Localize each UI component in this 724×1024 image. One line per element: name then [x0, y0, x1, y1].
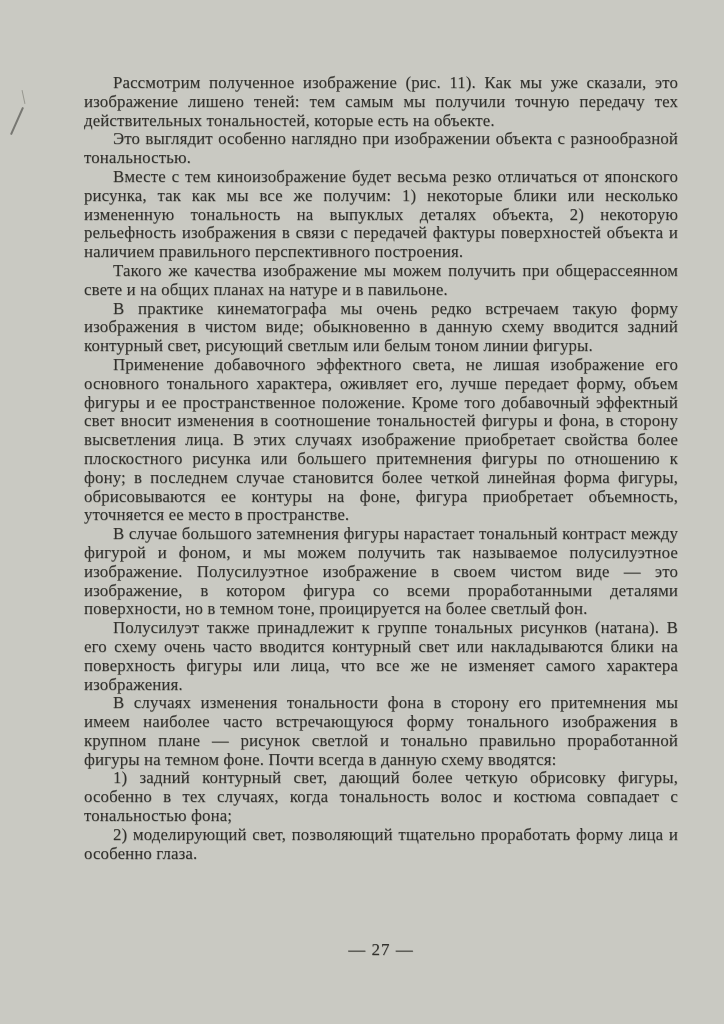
paragraph: Применение добавочного эффектного света, не лишая изображение его основного тонального характера, оживляет его, лучше передает форму, объем фигуры и ее пространственное положение. Кроме того добавочный эффектный свет вносит изменения в соотношение тональностей фигуры и фона, в сторону высветления лица. В этих случаях изображение приобретает свойства более плоскостного рисунка или большего притемнения фигуры по отношению к фону; в последнем случае становится более четкой линейная форма фигуры, обрисовываются ее контуры на фоне, фигура приобретает объемность, уточняется ее место в пространстве. — [84, 354, 678, 525]
paragraph: Такого же качества изображение мы можем получить при общерассеянном свете и на общих планах на натуре и в павильоне. — [84, 260, 678, 299]
paragraph: Это выглядит особенно наглядно при изображении объекта с разнообразной тональностью. — [84, 129, 678, 168]
paragraph: В случаях изменения тональности фона в сторону его притемнения мы имеем наиболее часто встречающуюся форму тонального изображения в крупном плане — рисунок светлой и тонально правильно проработанной фигуры на темном фоне. Почти всегда в данную схему вводятся: — [84, 693, 678, 769]
page-text-block — [84, 74, 678, 863]
paragraph: Вместе с тем киноизображение будет весьма резко отличаться от японского рисунка, так как мы все же получим: 1) некоторые блики или несколько измененную тональность на выпуклых деталях объекта, 2) некоторую рельефность изображения в связи с передачей фактуры поверхностей объекта и наличием правильного перспективного построения. — [84, 166, 678, 262]
paragraph: В практике кинематографа мы очень редко встречаем такую форму изображения в чистом виде; обыкновенно в данную схему вводится задний контурный свет, рисующий светлым или белым тоном линии фигуры. — [84, 298, 678, 356]
paragraph: 1) задний контурный свет, дающий более четкую обрисовку фигуры, особенно в тех случаях, когда тональность волос и костюма совпадает с тональностью фона; — [84, 768, 678, 826]
scan-artifact-mark — [10, 107, 24, 135]
paragraph: 2) моделирующий свет, позволяющий тщательно проработать форму лица и особенно глаза. — [84, 824, 678, 863]
scan-artifact-mark-small — [22, 90, 26, 104]
paragraph: Полусилуэт также принадлежит к группе тональных рисунков (натана). В его схему очень часто вводится контурный свет или накладываются блики на поверхность фигуры или лица, что все же не изменяет самого характера изображения. — [84, 618, 678, 694]
paragraph: Рассмотрим полученное изображение (рис. 11). Как мы уже сказали, это изображение лишено теней: тем самым мы получили точную передачу тех действительных тональностей, которые есть на объекте. — [84, 73, 678, 130]
paragraph: В случае большого затемнения фигуры нарастает тональный контраст между фигурой и фоном, и мы можем получить так называемое полусилуэтное изображение. Полусилуэтное изображение в своем чистом виде — это изображение, в котором фигура со всеми проработанными деталями поверхности, но в темном тоне, проицируется на более светлый фон. — [84, 524, 678, 619]
page-number: — 27 — — [348, 940, 414, 959]
